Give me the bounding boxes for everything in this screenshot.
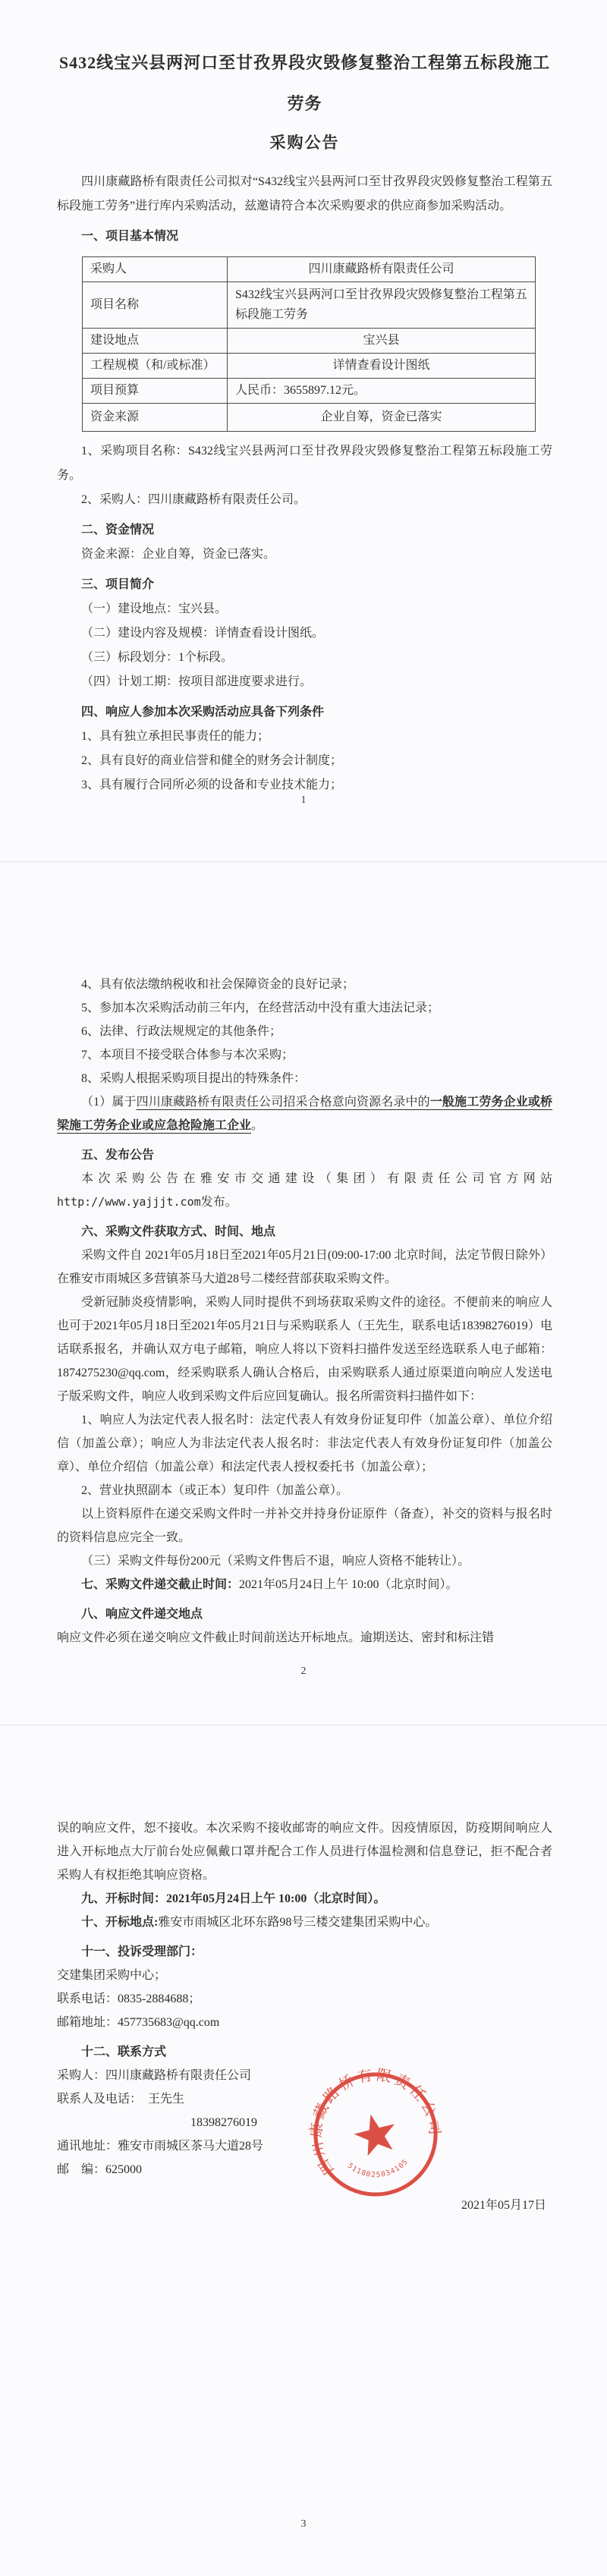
section5-body	[57, 1167, 552, 1214]
section4-item-6: 6、法律、行政法规规定的其他条件；	[81, 1025, 282, 1038]
section3-item-1: （一）建设地点：宝兴县。	[81, 602, 228, 615]
section6-para-4: 2、营业执照副本（或正本）复印件（加盖公章）。	[81, 1484, 349, 1497]
contact-person-line: 联系人及电话： 王先生	[57, 2093, 185, 2106]
page-2	[0, 861, 607, 1725]
section-heading-9: 九、开标时间：	[81, 1892, 167, 1905]
page-number: 3	[300, 2518, 307, 2530]
complaint-phone-line: 联系电话：0835-2884688；	[57, 1993, 201, 2005]
section3-item-2: （二）建设内容及规模：详情查看设计图纸。	[81, 627, 325, 640]
page-1	[0, 0, 607, 861]
cell-value: 企业自筹，资金已落实	[228, 404, 536, 432]
section8-body-part2: 误的响应文件，恕不接收。本次采购不接收邮寄的响应文件。因疫情原因，防疫期间响应人进入开标地点大厅前台处应佩戴口罩并配合工作人员进行体温检测和信息登记，拒不配合者采购人有权拒绝其响应资格。	[57, 1822, 552, 1882]
complaint-email-line: 邮箱地址：457735683@qq.com	[57, 2016, 220, 2029]
table-row	[83, 379, 536, 404]
table-row	[83, 354, 536, 379]
section4-item-7: 7、本项目不接受联合体参与本次采购；	[81, 1049, 294, 1062]
contact-purchaser-line: 采购人：四川康藏路桥有限责任公司	[57, 2069, 252, 2082]
table-row	[83, 329, 536, 354]
publish-text-prefix: 本次采购公告在雅安市交通建设（集团）有限责任公司官方网站	[81, 1172, 552, 1185]
section-7-line	[57, 1573, 552, 1596]
section4-item-2: 2、具有良好的商业信誉和健全的财务会计制度；	[81, 754, 343, 767]
page-3	[0, 1725, 607, 2576]
section-heading-12: 十二、联系方式	[81, 2046, 167, 2059]
section6-para-2: 受新冠肺炎疫情影响，采购人同时提供不到场获取采购文件的途径。不便前来的响应人也可于2021年05月18日至2021年05月21日与采购联系人（王先生，联系电话18398276019）电话联系报名，并确认双方电子邮箱，响应人将以下资料扫描件发送至经选联系人电子邮箱：1874275230@qq.com，经采购联系人确认合格后，由采购联系人通过原渠道向响应人发送电子版采购文件，响应人收到采购文件后应回复确认。报名所需资料扫描件如下：	[57, 1296, 552, 1403]
cell-label: 工程规模（和/或标准）	[83, 354, 228, 379]
item8-1-underlined: 四川康藏路桥有限责任公司招采合格意向资源名录中的	[136, 1096, 430, 1109]
table-row	[83, 282, 536, 329]
section-heading-5: 五、发布公告	[81, 1149, 155, 1162]
section4-item-8-1	[57, 1090, 552, 1137]
item8-1-prefix: （1）属于	[81, 1096, 137, 1109]
contact-postcode-line: 邮 编：625000	[57, 2163, 143, 2176]
section10-value: 雅安市雨城区北环东路98号三楼交建集团采购中心。	[158, 1916, 438, 1929]
seal-number-text: 5118025034105	[345, 2157, 410, 2180]
section8-body-part1: 响应文件必须在递交响应文件截止时间前送达开标地点。逾期送达、密封和标注错	[57, 1631, 495, 1644]
cell-label: 项目预算	[83, 379, 228, 404]
section-heading-10: 十、开标地点:	[81, 1916, 159, 1929]
section6-para-6: （三）采购文件每份200元（采购文件售后不退，响应人资格不能转让）。	[81, 1555, 470, 1568]
contact-address-line: 通讯地址：雅安市雨城区茶马大道28号	[57, 2140, 264, 2153]
section2-body: 资金来源：企业自筹，资金已落实。	[81, 548, 276, 561]
item8-1-suffix: 。	[251, 1119, 264, 1132]
section4-item-8: 8、采购人根据采购项目提出的特殊条件：	[81, 1072, 307, 1085]
project-info-table	[82, 256, 536, 432]
section6-para-3: 1、响应人为法定代表人报名时：法定代表人有效身份证复印件（加盖公章）、单位介绍信（加盖公章）；响应人为非法定代表人报名时：非法定代表人有效身份证复印件（加盖公章）、单位介绍信（加盖公章）和法定代表人授权委托书（加盖公章）；	[57, 1414, 552, 1474]
contact-phone-line: 18398276019	[190, 2116, 257, 2129]
cell-label: 项目名称	[83, 282, 228, 329]
section4-item-3: 3、具有履行合同所必须的设备和专业技术能力；	[81, 778, 343, 791]
title-block	[57, 0, 552, 161]
section-heading-7: 七、采购文件递交截止时间：	[81, 1578, 240, 1591]
section-heading-3: 三、项目简介	[81, 578, 155, 591]
section4-item-5: 5、参加本次采购活动前三年内，在经营活动中没有重大违法记录；	[81, 1002, 440, 1014]
section1-item-1: 1、采购项目名称：S432线宝兴县两河口至甘孜界段灾毁修复整治工程第五标段施工劳务。	[57, 445, 552, 482]
intro-paragraph: 四川康藏路桥有限责任公司拟对“S432线宝兴县两河口至甘孜界段灾毁修复整治工程第五标段施工劳务”进行库内采购活动，兹邀请符合本次采购要求的供应商参加采购活动。	[57, 175, 552, 212]
cell-value: S432线宝兴县两河口至甘孜界段灾毁修复整治工程第五标段施工劳务	[228, 282, 536, 329]
section-heading-1: 一、项目基本情况	[81, 230, 179, 243]
table-row	[83, 257, 536, 282]
document-subtitle: 采购公告	[269, 134, 340, 152]
section-10-line	[57, 1911, 552, 1934]
section4-item-4: 4、具有依法缴纳税收和社会保障资金的良好记录；	[81, 978, 355, 991]
table-row	[83, 404, 536, 432]
page-number: 1	[300, 794, 307, 806]
cell-value: 四川康藏路桥有限责任公司	[228, 257, 536, 282]
section6-para-1: 采购文件自 2021年05月18日至2021年05月21日(09:00-17:00 北京时间，法定节假日除外）在雅安市雨城区多营镇茶马大道28号二楼经营部获取采购文件。	[57, 1249, 552, 1285]
section7-value: 2021年05月24日上午 10:00（北京时间）。	[239, 1578, 458, 1591]
document-title: S432线宝兴县两河口至甘孜界段灾毁修复整治工程第五标段施工劳务	[58, 53, 551, 113]
cell-label: 建设地点	[83, 329, 228, 354]
publish-url: http://www.yajjjt.com	[57, 1195, 201, 1209]
cell-label: 资金来源	[83, 404, 228, 432]
section9-value: 2021年05月24日上午 10:00（北京时间）。	[166, 1892, 386, 1905]
seal-company-text: 四川康藏路桥有限责任公司	[308, 2067, 443, 2178]
publish-text-suffix: 发布。	[200, 1196, 237, 1209]
section-heading-6: 六、采购文件获取方式、时间、地点	[81, 1225, 276, 1238]
cell-value: 详情查看设计图纸	[228, 354, 536, 379]
section-heading-2: 二、资金情况	[81, 524, 155, 536]
section3-item-3: （三）标段划分：1个标段。	[81, 651, 234, 664]
section4-item-1: 1、具有独立承担民事责任的能力；	[81, 730, 270, 743]
cell-value: 宝兴县	[228, 329, 536, 354]
item8-1-underlined-bold: 一般施工劳务企业或桥梁施工劳务企业或应急抢险施工企业	[57, 1096, 552, 1132]
section3-item-4: （四）计划工期：按项目部进度要求进行。	[81, 675, 313, 688]
section-heading-11: 十一、投诉受理部门：	[81, 1945, 203, 1958]
section1-item-2: 2、采购人：四川康藏路桥有限责任公司。	[81, 493, 307, 506]
issue-date: 2021年05月17日	[461, 2199, 546, 2212]
section6-para-5: 以上资料原件在递交采购文件时一并补交并持身份证原件（备查），补交的资料与报名时的资料信息应完全一致。	[57, 1508, 552, 1544]
section-9-line	[57, 1887, 552, 1911]
page-number: 2	[300, 1665, 307, 1677]
section-heading-8: 八、响应文件递交地点	[81, 1608, 203, 1621]
complaint-dept-line: 交建集团采购中心；	[57, 1969, 167, 1982]
cell-label: 采购人	[83, 257, 228, 282]
cell-value: 人民币：3655897.12元。	[228, 379, 536, 404]
section-heading-4: 四、响应人参加本次采购活动应具备下列条件	[81, 706, 325, 719]
